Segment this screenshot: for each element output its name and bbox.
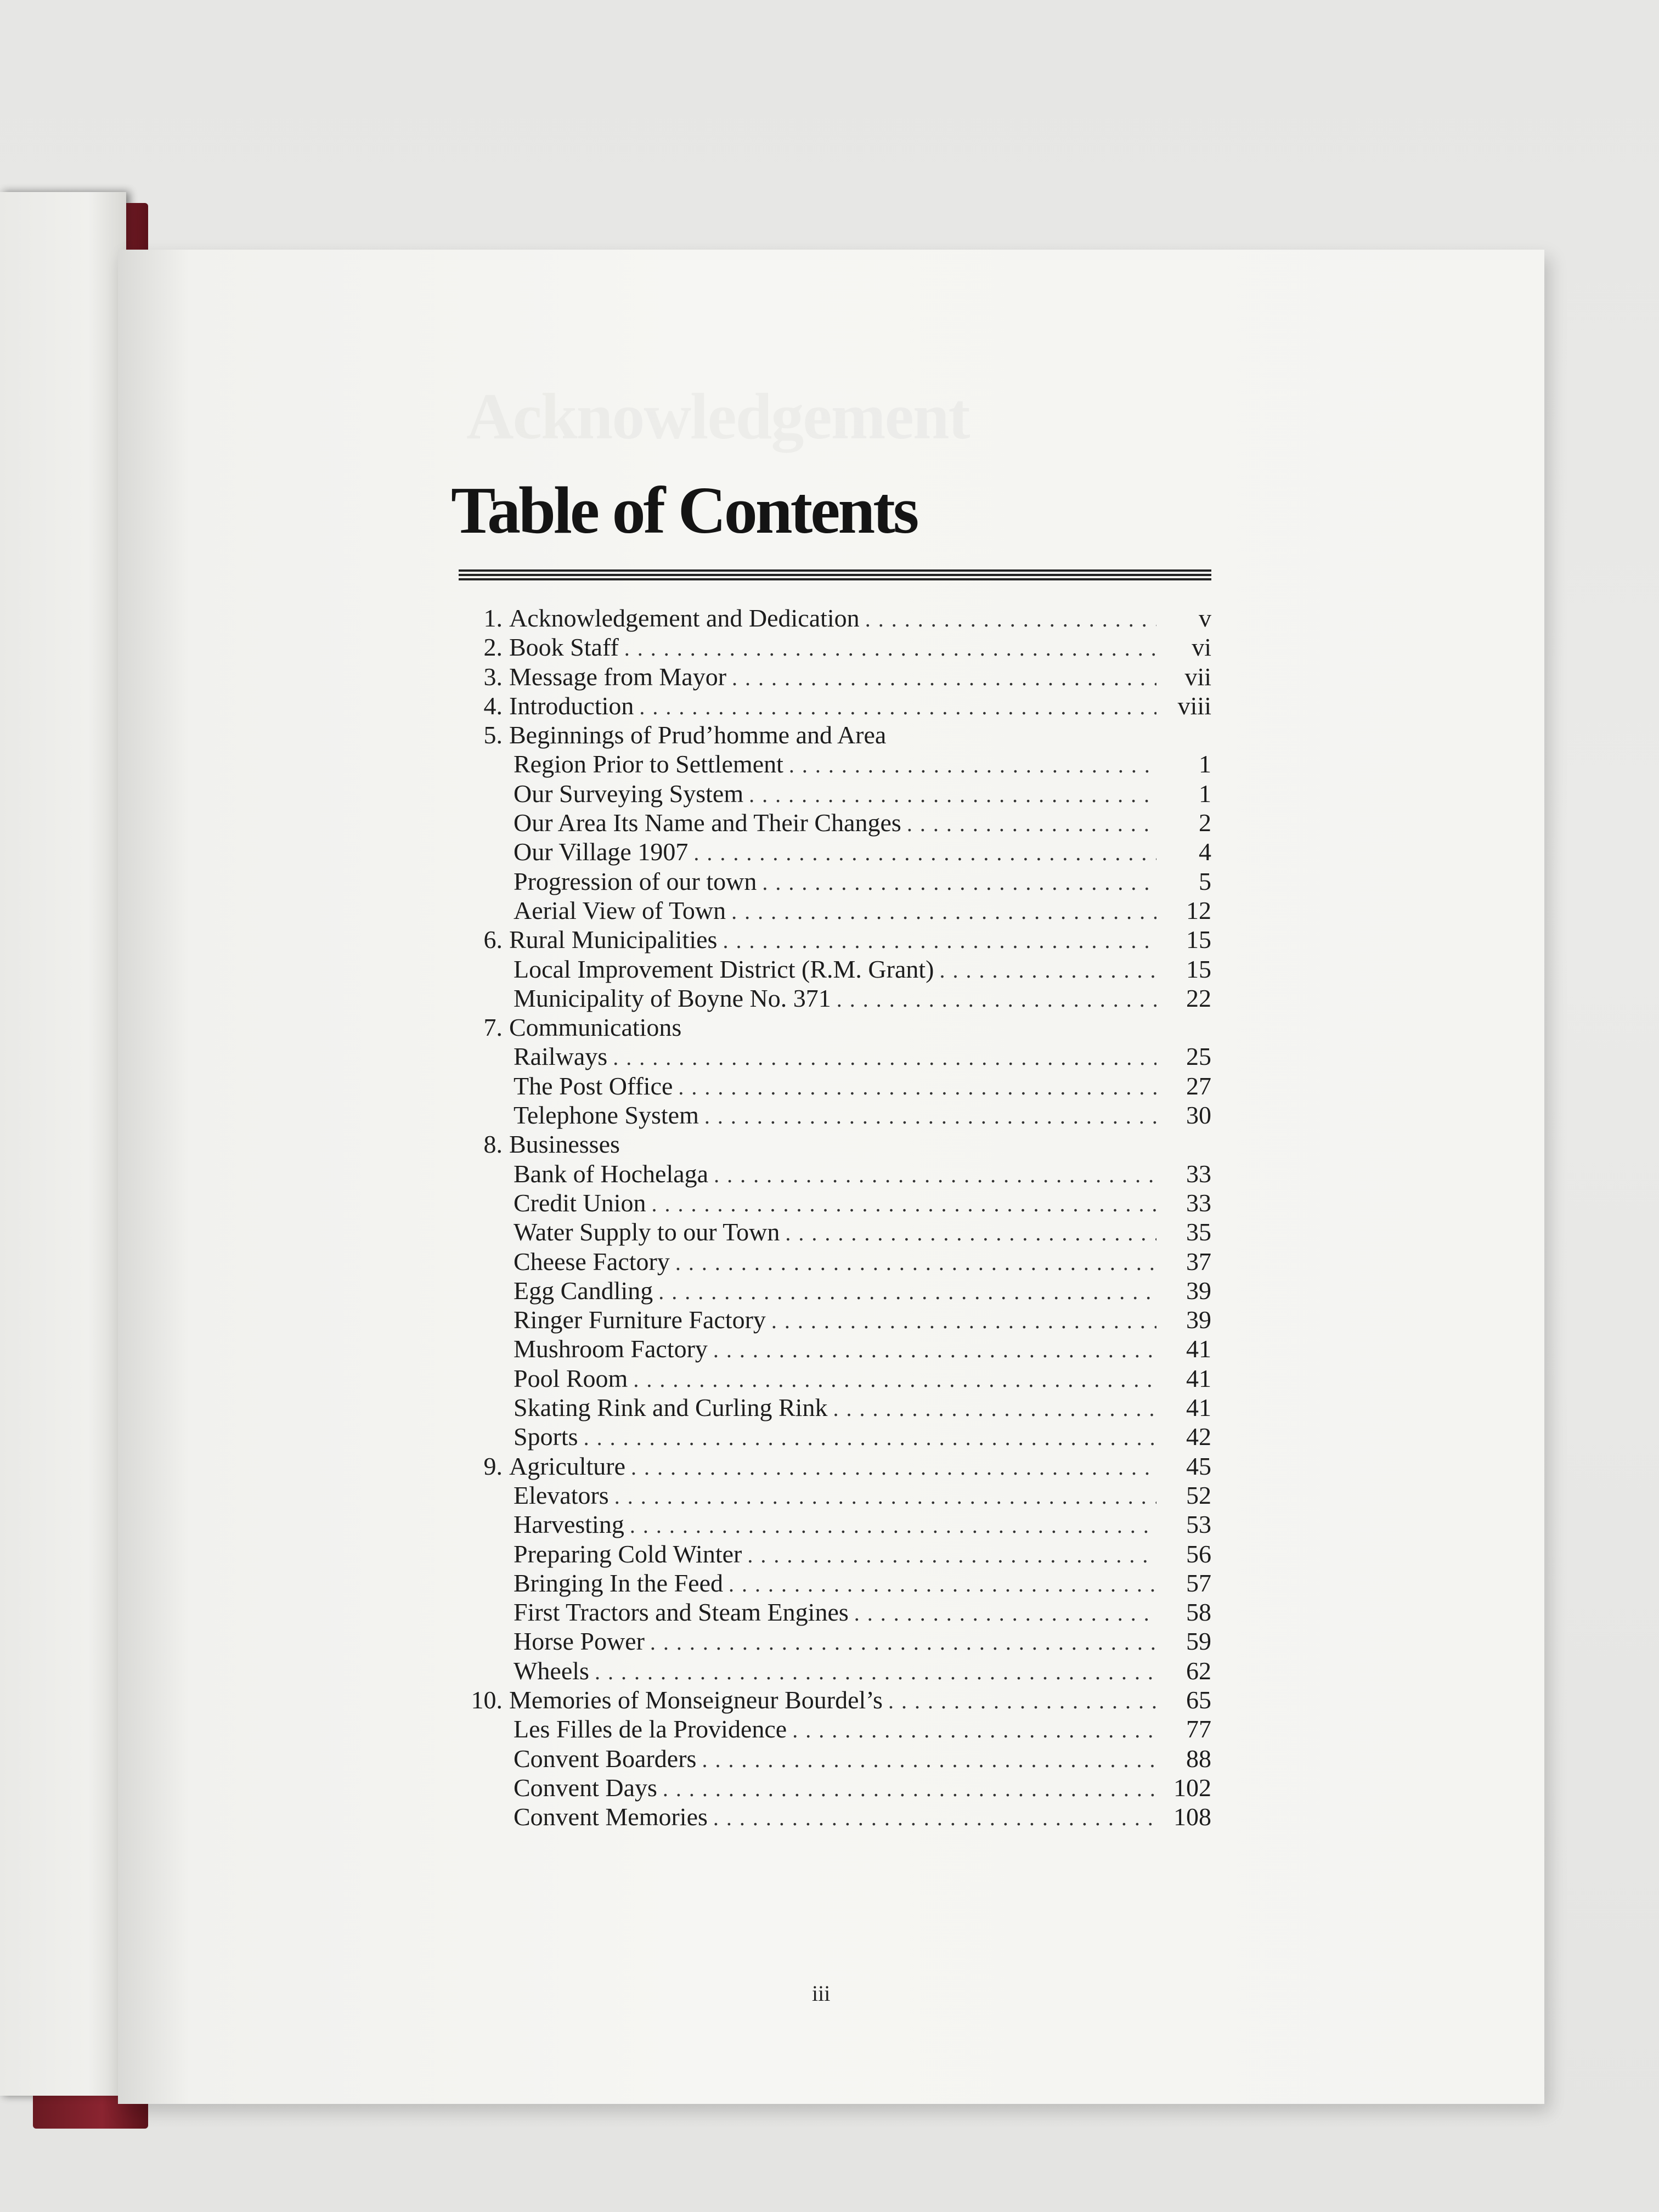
- toc-entry: [459, 1773, 1211, 1802]
- dot-leader: [854, 1599, 1156, 1628]
- toc-entry-title: Memories of Monseigneur Bourdel’s: [509, 1685, 883, 1714]
- toc-entry-title: The Post Office: [514, 1071, 673, 1100]
- dot-leader: [939, 956, 1156, 985]
- toc-entry-page: vi: [1192, 633, 1211, 662]
- toc-entry-title: Egg Candling: [514, 1276, 653, 1305]
- toc-entry-title: Convent Memories: [514, 1803, 708, 1831]
- page-number: iii: [812, 1981, 831, 2006]
- toc-entry: [459, 779, 1211, 808]
- toc-entry: [459, 955, 1211, 984]
- toc-entry-number: 4.: [483, 691, 503, 720]
- toc-entry-title: Preparing Cold Winter: [514, 1539, 742, 1568]
- toc-entry-title: Convent Days: [514, 1773, 657, 1802]
- toc-entry-title: Mushroom Factory: [514, 1335, 708, 1363]
- toc-entry-title: Rural Municipalities: [509, 926, 718, 954]
- dot-leader: [595, 1657, 1156, 1686]
- toc-entry: [459, 749, 1211, 778]
- toc-entry-page: 15: [1186, 955, 1211, 983]
- title-rule: [459, 569, 1211, 582]
- toc-entry: [459, 1305, 1211, 1334]
- dot-leader: [675, 1248, 1156, 1277]
- toc-entry: [459, 1452, 1211, 1481]
- dot-leader: [837, 985, 1156, 1014]
- toc-entry: [459, 1598, 1211, 1627]
- toc-entry: [459, 1393, 1211, 1422]
- dot-leader: [833, 1394, 1156, 1423]
- dot-leader: [704, 1102, 1156, 1131]
- toc-entry-number: 8.: [483, 1130, 503, 1159]
- toc-entry-title: Skating Rink and Curling Rink: [514, 1393, 828, 1422]
- toc-entry-title: Our Area Its Name and Their Changes: [514, 809, 901, 837]
- dot-leader: [630, 1511, 1156, 1540]
- toc-entry-title: Telephone System: [514, 1101, 699, 1130]
- toc-entry-page: 102: [1173, 1773, 1211, 1802]
- toc-entry-title: Municipality of Boyne No. 371: [514, 984, 831, 1012]
- dot-leader: [771, 1306, 1156, 1335]
- toc-entry-title: Introduction: [509, 691, 634, 720]
- toc-entry: [459, 808, 1211, 837]
- dot-leader: [732, 663, 1156, 692]
- toc-entry-page: 22: [1186, 984, 1211, 1012]
- toc-entry: [459, 691, 1211, 720]
- toc-entry: [459, 1247, 1211, 1276]
- toc-entry: [459, 896, 1211, 925]
- toc-entry-title: Credit Union: [514, 1188, 646, 1217]
- page-title: Table of Contents: [451, 473, 917, 548]
- toc-entry-page: v: [1199, 604, 1211, 632]
- dot-leader: [785, 1218, 1156, 1248]
- toc-entry-title: Agriculture: [509, 1452, 626, 1480]
- toc-entry-page: 25: [1186, 1042, 1211, 1071]
- toc-entry-page: 108: [1173, 1803, 1211, 1831]
- toc-entry-page: 12: [1186, 896, 1211, 924]
- dot-leader: [584, 1423, 1156, 1452]
- dot-leader: [729, 1570, 1156, 1599]
- toc-entry-title: Sports: [514, 1423, 578, 1451]
- toc-entry: [459, 603, 1211, 633]
- toc-entry: [459, 1802, 1211, 1831]
- toc-entry: [459, 837, 1211, 866]
- toc-entry-page: 57: [1186, 1568, 1211, 1597]
- toc-entry: [459, 925, 1211, 954]
- toc-entry-title: Businesses: [509, 1130, 620, 1159]
- toc-entry: [459, 1042, 1211, 1071]
- toc-entry: [459, 1422, 1211, 1451]
- toc-entry-page: 30: [1186, 1101, 1211, 1130]
- dot-leader: [633, 1365, 1156, 1394]
- toc-entry-title: First Tractors and Steam Engines: [514, 1598, 849, 1627]
- dot-leader: [907, 809, 1156, 838]
- dot-leader: [723, 926, 1156, 955]
- toc-entry-title: Acknowledgement and Dedication: [509, 604, 860, 632]
- toc-entry-title: Local Improvement District (R.M. Grant): [514, 955, 934, 983]
- toc-entry-number: 2.: [483, 633, 503, 662]
- left-page: [0, 192, 126, 2096]
- dot-leader: [624, 634, 1156, 663]
- dot-leader: [702, 1745, 1156, 1774]
- toc-entry-page: 33: [1186, 1188, 1211, 1217]
- dot-leader: [865, 605, 1156, 634]
- dot-leader: [713, 1803, 1156, 1832]
- table-of-contents: [459, 603, 1211, 1831]
- dot-leader: [789, 751, 1156, 780]
- toc-entry-page: 52: [1186, 1481, 1211, 1509]
- dot-leader: [650, 1628, 1156, 1657]
- toc-entry-number: 9.: [483, 1452, 503, 1480]
- dot-leader: [663, 1774, 1156, 1803]
- toc-entry-page: 39: [1186, 1306, 1211, 1334]
- toc-entry: [459, 633, 1211, 662]
- toc-entry-page: 41: [1186, 1393, 1211, 1422]
- toc-entry-title: Our Village 1907: [514, 838, 689, 866]
- bleed-through-text: [466, 379, 969, 454]
- toc-entry-page: 35: [1186, 1218, 1211, 1246]
- toc-entry-title: Our Surveying System: [514, 779, 744, 808]
- toc-entry: [459, 867, 1211, 896]
- toc-entry: [459, 1130, 1211, 1159]
- toc-entry-title: Convent Boarders: [514, 1744, 697, 1773]
- toc-entry: [459, 1744, 1211, 1773]
- dot-leader: [693, 838, 1156, 867]
- toc-entry-title: Harvesting: [514, 1510, 624, 1539]
- toc-entry-page: 65: [1186, 1685, 1211, 1714]
- dot-leader: [749, 780, 1156, 809]
- toc-entry: [459, 1627, 1211, 1656]
- toc-entry-page: 88: [1186, 1744, 1211, 1773]
- toc-entry: [459, 1217, 1211, 1246]
- toc-entry: [459, 1510, 1211, 1539]
- toc-entry-page: 1: [1199, 750, 1211, 778]
- toc-entry: [459, 984, 1211, 1013]
- toc-entry-title: Communications: [509, 1013, 682, 1042]
- toc-entry-page: 62: [1186, 1656, 1211, 1685]
- toc-entry-page: 27: [1186, 1071, 1211, 1100]
- toc-entry-page: 42: [1186, 1423, 1211, 1451]
- toc-entry-page: viii: [1177, 691, 1211, 720]
- toc-entry-page: 45: [1186, 1452, 1211, 1480]
- dot-leader: [731, 897, 1156, 926]
- toc-entry-number: 10.: [471, 1685, 503, 1714]
- dot-leader: [747, 1541, 1156, 1570]
- toc-entry-title: Progression of our town: [514, 867, 757, 895]
- toc-entry-page: 33: [1186, 1159, 1211, 1188]
- toc-entry-title: Ringer Furniture Factory: [514, 1306, 766, 1334]
- toc-entry-page: 2: [1199, 809, 1211, 837]
- toc-entry-page: 56: [1186, 1539, 1211, 1568]
- toc-entry-number: 6.: [483, 926, 503, 954]
- toc-entry-title: Book Staff: [509, 633, 619, 662]
- dot-leader: [678, 1073, 1156, 1102]
- toc-entry-page: 39: [1186, 1276, 1211, 1305]
- toc-entry-title: Region Prior to Settlement: [514, 750, 783, 778]
- dot-leader: [714, 1160, 1156, 1189]
- toc-entry-title: Bringing In the Feed: [514, 1568, 723, 1597]
- toc-entry-title: Wheels: [514, 1656, 589, 1685]
- toc-entry: [459, 1539, 1211, 1568]
- toc-entry: [459, 1188, 1211, 1217]
- toc-entry-title: Message from Mayor: [509, 662, 727, 691]
- dot-leader: [631, 1453, 1156, 1482]
- toc-entry-number: 1.: [483, 604, 503, 632]
- toc-entry-page: 58: [1186, 1598, 1211, 1627]
- dot-leader: [614, 1482, 1156, 1511]
- toc-entry-page: 37: [1186, 1247, 1211, 1276]
- toc-entry-title: Water Supply to our Town: [514, 1218, 780, 1246]
- toc-entry-page: 4: [1199, 838, 1211, 866]
- toc-entry-page: 53: [1186, 1510, 1211, 1539]
- toc-entry-title: Beginnings of Prud’homme and Area: [509, 721, 887, 749]
- toc-entry-number: 3.: [483, 662, 503, 691]
- toc-entry-title: Horse Power: [514, 1627, 645, 1656]
- toc-entry: [459, 720, 1211, 749]
- dot-leader: [658, 1277, 1156, 1306]
- toc-entry: [459, 1714, 1211, 1743]
- toc-entry-page: 77: [1186, 1715, 1211, 1743]
- toc-entry: [459, 1685, 1211, 1714]
- toc-entry-title: Pool Room: [514, 1364, 628, 1392]
- dot-leader: [613, 1043, 1156, 1072]
- toc-entry-title: Aerial View of Town: [514, 896, 726, 924]
- dot-leader: [888, 1686, 1156, 1716]
- toc-entry-title: Railways: [514, 1042, 608, 1071]
- toc-entry: [459, 1481, 1211, 1510]
- toc-entry-page: 1: [1199, 779, 1211, 808]
- toc-entry-page: 5: [1199, 867, 1211, 895]
- dot-leader: [639, 692, 1156, 721]
- toc-entry-page: 41: [1186, 1335, 1211, 1363]
- toc-entry-title: Cheese Factory: [514, 1247, 670, 1276]
- toc-entry-title: Les Filles de la Providence: [514, 1715, 787, 1743]
- toc-entry: [459, 1159, 1211, 1188]
- toc-entry-page: vii: [1184, 662, 1211, 691]
- toc-entry-number: 7.: [483, 1013, 503, 1042]
- toc-entry: [459, 1334, 1211, 1363]
- toc-entry: [459, 1101, 1211, 1130]
- toc-entry-page: 59: [1186, 1627, 1211, 1656]
- dot-leader: [713, 1335, 1156, 1364]
- toc-entry: [459, 1364, 1211, 1393]
- toc-entry-page: 15: [1186, 926, 1211, 954]
- toc-entry: [459, 662, 1211, 691]
- toc-entry: [459, 1656, 1211, 1685]
- dot-leader: [762, 868, 1156, 897]
- toc-entry-title: Bank of Hochelaga: [514, 1159, 709, 1188]
- dot-leader: [651, 1189, 1156, 1218]
- toc-entry: [459, 1013, 1211, 1042]
- toc-entry: [459, 1568, 1211, 1598]
- dot-leader: [792, 1716, 1156, 1745]
- toc-entry-title: Elevators: [514, 1481, 609, 1509]
- toc-entry-number: 5.: [483, 721, 503, 749]
- toc-entry-page: 41: [1186, 1364, 1211, 1392]
- toc-entry: [459, 1071, 1211, 1101]
- toc-entry: [459, 1276, 1211, 1305]
